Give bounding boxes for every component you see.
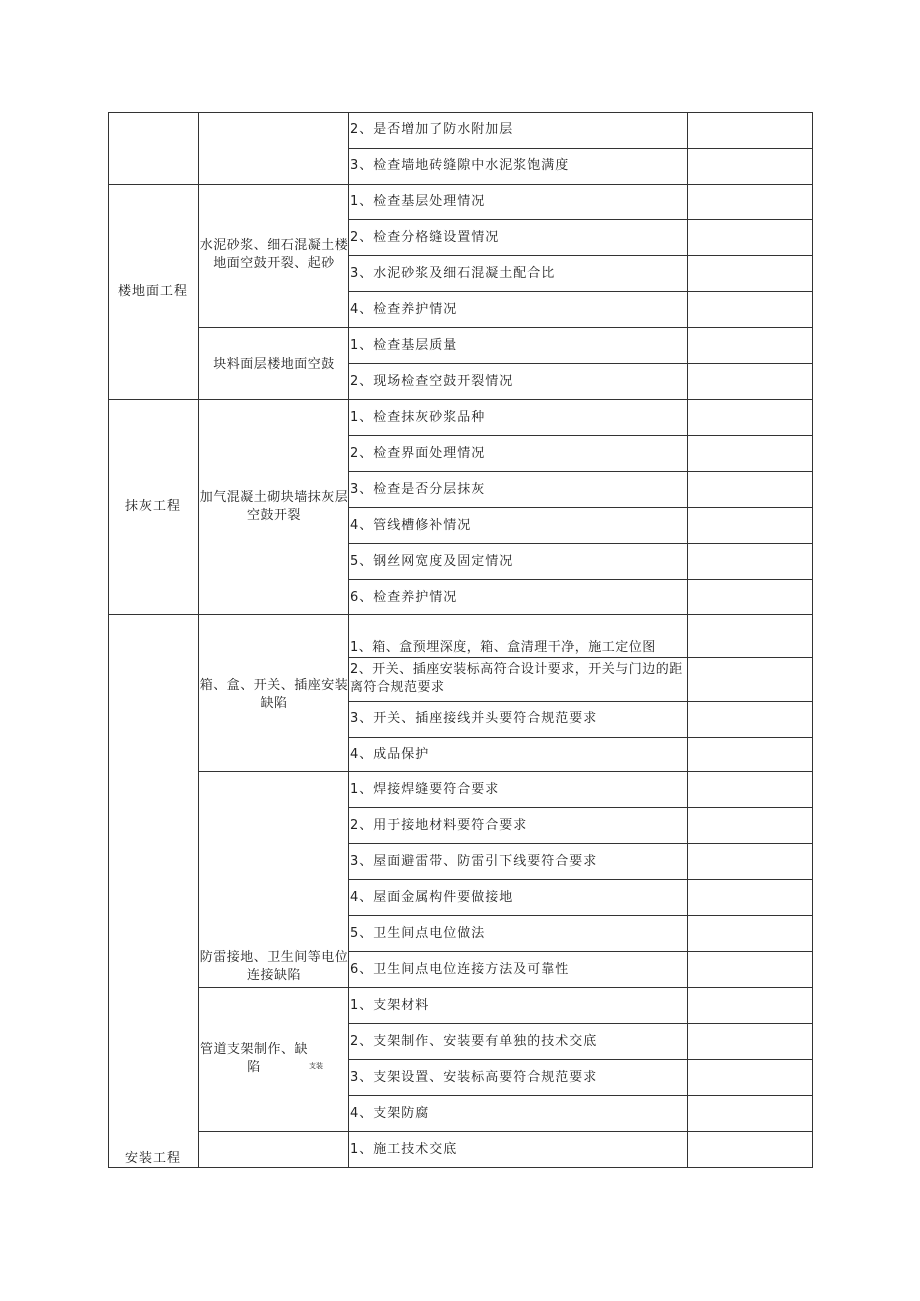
row-divider <box>108 614 813 615</box>
check-item: 3、支架设置、安装标高要符合规范要求 <box>350 1070 598 1085</box>
row-divider <box>348 543 813 544</box>
row-divider <box>198 987 813 988</box>
subitem-cell: 防雷接地、卫生间等电位连接缺陷 <box>199 950 349 983</box>
row-divider <box>348 701 813 702</box>
check-item: 2、开关、插座安装标高符合设计要求，开关与门边的距离符合规范要求 <box>350 662 683 695</box>
check-item: 5、卫生间点电位做法 <box>350 926 486 941</box>
subitem-cell: 水泥砂浆、细石混凝土楼地面空鼓开裂、起砂 <box>199 238 349 271</box>
check-item: 2、支架制作、安装要有单独的技术交底 <box>350 1034 598 1049</box>
row-divider <box>348 507 813 508</box>
category-cell: 楼地面工程 <box>117 284 188 299</box>
check-item: 2、检查分格缝设置情况 <box>350 230 500 245</box>
table-border-bottom <box>108 1167 813 1168</box>
row-divider <box>348 255 813 256</box>
check-item: 1、箱、盒预埋深度，箱、盒清理干净，施工定位图 <box>350 640 656 655</box>
check-item: 3、水泥砂浆及细石混凝土配合比 <box>350 266 556 281</box>
check-item: 1、焊接焊缝要符合要求 <box>350 782 500 797</box>
row-divider <box>348 1023 813 1024</box>
subitem-cell: 块料面层楼地面空鼓 <box>213 357 335 372</box>
small-annotation: 支装 <box>309 1062 323 1070</box>
table-col-divider <box>687 112 688 1168</box>
row-divider <box>348 579 813 580</box>
row-divider <box>348 291 813 292</box>
check-item: 1、施工技术交底 <box>350 1142 458 1157</box>
check-item: 1、检查抹灰砂浆品种 <box>350 410 486 425</box>
check-item: 3、开关、插座接线并头要符合规范要求 <box>350 711 598 726</box>
row-divider <box>348 1059 813 1060</box>
check-item: 1、检查基层处理情况 <box>350 194 486 209</box>
row-divider <box>348 915 813 916</box>
subitem-cell: 加气混凝土砌块墙抹灰层空鼓开裂 <box>199 490 349 523</box>
subitem-cell: 箱、盒、开关、插座安装缺陷 <box>199 678 349 711</box>
check-item: 2、是否增加了防水附加层 <box>350 122 514 137</box>
check-item: 1、支架材料 <box>350 998 430 1013</box>
row-divider <box>348 657 813 658</box>
row-divider <box>198 1131 813 1132</box>
row-divider <box>348 471 813 472</box>
check-item: 2、检查界面处理情况 <box>350 446 486 461</box>
check-item: 5、钢丝网宽度及固定情况 <box>350 554 514 569</box>
row-divider <box>348 807 813 808</box>
row-divider <box>348 951 813 952</box>
check-item: 2、用于接地材料要符合要求 <box>350 818 528 833</box>
check-item: 3、检查墙地砖缝隙中水泥浆饱满度 <box>350 158 570 173</box>
table-border-top <box>108 112 813 113</box>
check-item: 4、管线槽修补情况 <box>350 518 472 533</box>
row-divider <box>108 399 813 400</box>
row-divider <box>198 327 813 328</box>
row-divider <box>348 363 813 364</box>
check-item: 3、检查是否分层抹灰 <box>350 482 486 497</box>
row-divider <box>348 1095 813 1096</box>
row-divider <box>348 737 813 738</box>
subitem-cell: 管道支架制作、缺陷 <box>199 1042 308 1075</box>
check-item: 4、检查养护情况 <box>350 302 458 317</box>
row-divider <box>348 148 813 149</box>
check-item: 4、支架防腐 <box>350 1106 430 1121</box>
check-item: 3、屋面避雷带、防雷引下线要符合要求 <box>350 854 598 869</box>
check-item: 1、检查基层质量 <box>350 338 458 353</box>
category-cell: 抹灰工程 <box>124 499 181 514</box>
row-divider <box>348 435 813 436</box>
check-item: 6、卫生间点电位连接方法及可靠性 <box>350 962 570 977</box>
table-border-right <box>812 112 813 1168</box>
category-cell: 安装工程 <box>124 1151 181 1166</box>
row-divider <box>108 184 813 185</box>
row-divider <box>348 843 813 844</box>
check-item: 4、成品保护 <box>350 747 430 762</box>
row-divider <box>348 879 813 880</box>
check-item: 4、屋面金属构件要做接地 <box>350 890 514 905</box>
row-divider <box>198 771 813 772</box>
row-divider <box>348 219 813 220</box>
table-border-left <box>108 112 109 1168</box>
check-item: 2、现场检查空鼓开裂情况 <box>350 374 514 389</box>
check-item: 6、检查养护情况 <box>350 590 458 605</box>
